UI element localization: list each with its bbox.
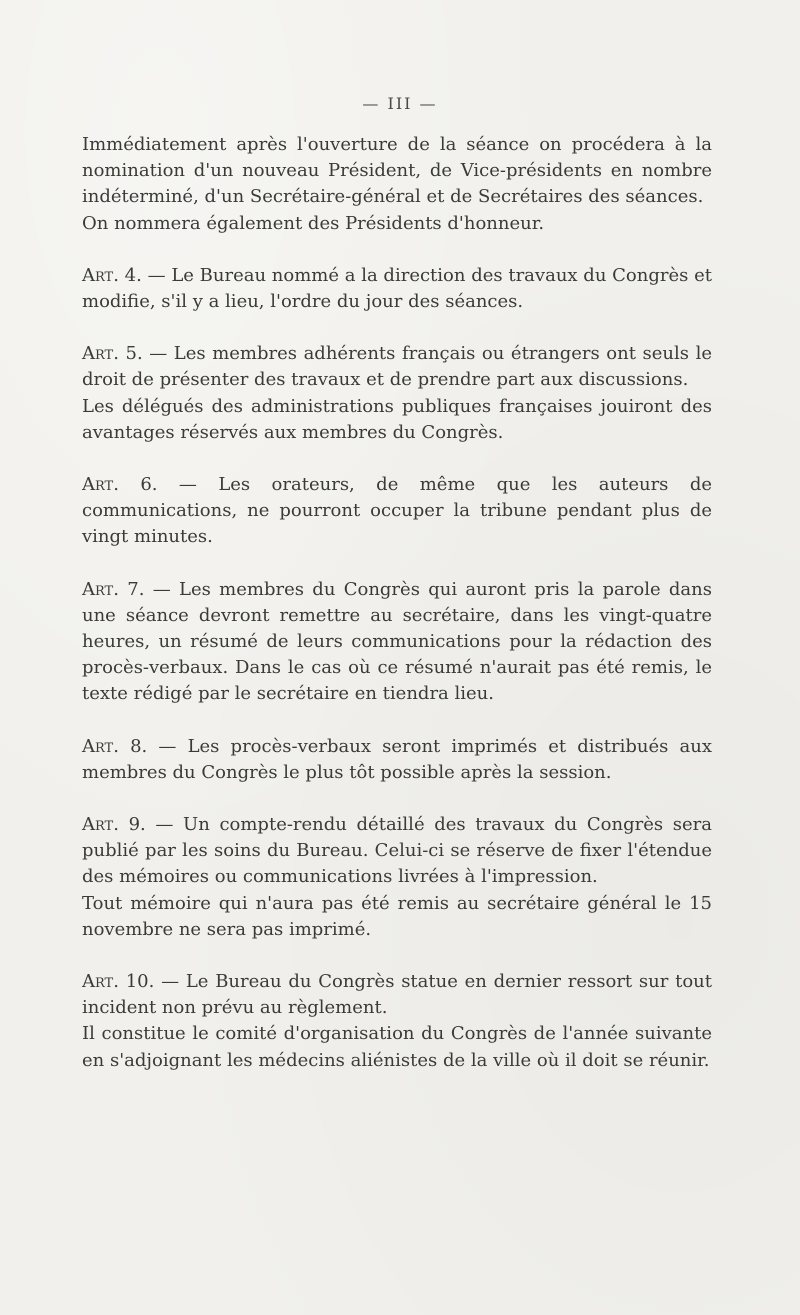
article-5-label: Art. 5. [82, 343, 143, 365]
regulation-text [82, 132, 712, 1074]
article-4-text: — Le Bureau nommé a la direction des travaux du Congrès et modifie, s'il y a lieu, l'ordre du jour des séances. [82, 264, 712, 313]
article-8 [82, 734, 712, 786]
article-7 [82, 577, 712, 708]
article-10-text: — Le Bureau du Congrès statue en dernier ressort sur tout incident non prévu au règlement. [82, 971, 713, 1019]
article-6-text: — Les orateurs, de même que les auteurs de communications, ne pourront occuper la tribune pendant plus de vingt minutes. [82, 474, 712, 548]
article-6-label: Art. 6. [82, 474, 158, 496]
article-10-continuation: Il constitue le comité d'organisation du Congrès de l'année suivante en s'adjoignant les médecins aliénistes de la ville où il doit se réunir. [82, 1023, 712, 1071]
article-7-text: — Les membres du Congrès qui auront pris la parole dans une séance devront remettre au secrétaire, dans les vingt-quatre heures, un résumé de leurs communications pour la rédaction des procès-verbaux. Dans le cas où ce résumé n'aurait pas été remis, le texte rédigé par le secrétaire en tiendra lieu. [82, 578, 712, 705]
article-9 [82, 812, 712, 891]
article-10 [82, 969, 712, 1021]
paragraph-opening: Immédiatement après l'ouverture de la séance on procédera à la nomination d'un nouveau Président, de Vice-présidents en nombre indéterminé, d'un Secrétaire-général et de Secrétaires des séances. [82, 134, 712, 208]
article-4-label: Art. 4. [82, 264, 142, 286]
paragraph-honorary-presidents: On nommera également des Présidents d'honneur. [82, 212, 545, 234]
article-7-label: Art. 7. [82, 578, 145, 600]
article-9-text: — Un compte-rendu détaillé des travaux du Congrès sera publié par les soins du Bureau. Celui-ci se réserve de fixer l'étendue des mémoires ou communications livrées à l'impression. [82, 814, 712, 888]
article-9-continuation: Tout mémoire qui n'aura pas été remis au secrétaire général le 15 novembre ne sera pas imprimé. [82, 892, 712, 940]
article-8-text: — Les procès-verbaux seront imprimés et distribués aux membres du Congrès le plus tôt possible après la session. [82, 735, 713, 783]
article-6 [82, 472, 712, 551]
page-number: — III — [362, 94, 438, 113]
article-5-continuation: Les délégués des administrations publiques françaises jouiront des avantages réservés aux membres du Congrès. [82, 395, 712, 443]
article-5-text: — Les membres adhérents français ou étrangers ont seuls le droit de présenter des travaux et de prendre part aux discussions. [82, 343, 712, 391]
article-5 [82, 341, 712, 393]
article-9-label: Art. 9. [82, 814, 146, 836]
article-10-label: Art. 10. [82, 971, 155, 993]
article-8-label: Art. 8. [82, 735, 148, 757]
article-4 [82, 263, 712, 315]
